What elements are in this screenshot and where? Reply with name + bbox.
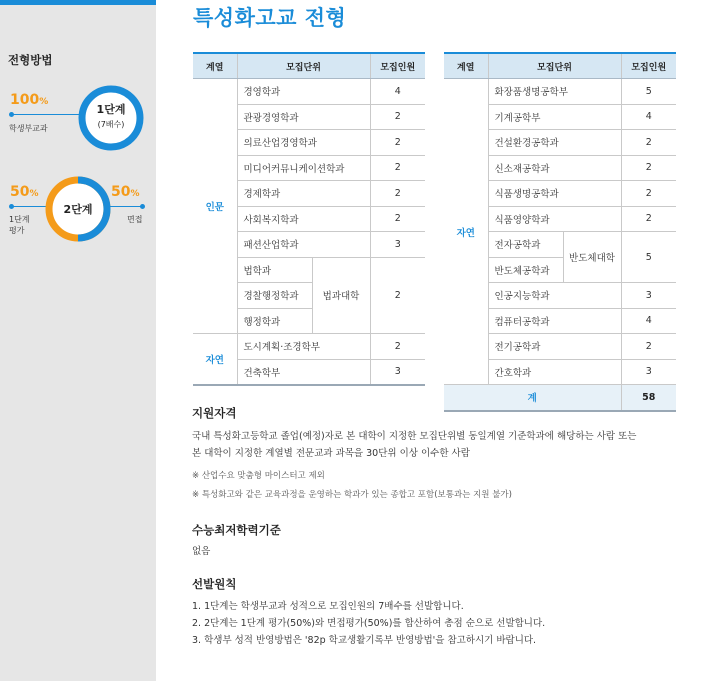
unit-cell: 기계공학부 bbox=[488, 104, 621, 130]
total-label: 계 bbox=[444, 385, 621, 411]
count-cell: 3 bbox=[621, 359, 676, 385]
unit-cell: 인공지능학과 bbox=[488, 283, 621, 309]
count-cell: 5 bbox=[621, 232, 676, 283]
group-law-college: 법과대학 bbox=[312, 257, 370, 334]
count-cell: 2 bbox=[370, 181, 425, 207]
unit-cell: 반도체공학과 bbox=[488, 257, 563, 283]
count-cell: 3 bbox=[621, 283, 676, 309]
header-count: 모집인원 bbox=[621, 53, 676, 79]
count-cell: 2 bbox=[370, 334, 425, 360]
stage1-percent: 100% bbox=[10, 92, 49, 108]
eligibility-note-1: ※ 산업수요 맞춤형 마이스터고 제외 bbox=[192, 471, 325, 481]
stage2-right-connector bbox=[110, 206, 142, 207]
stage1-connector bbox=[11, 114, 81, 115]
unit-cell: 경제학과 bbox=[237, 181, 370, 207]
selection-item: 2. 2단계는 1단계 평가(50%)와 면접평가(50%)를 합산하여 총점 순으로 선발합니다. bbox=[192, 618, 546, 629]
unit-cell: 전자공학과 bbox=[488, 232, 563, 258]
table-row bbox=[444, 79, 676, 105]
selection-list bbox=[192, 598, 687, 649]
stage2-right-dot bbox=[140, 204, 145, 209]
left-recruitment-table bbox=[193, 52, 425, 386]
unit-cell: 미디어커뮤니케이션학과 bbox=[237, 155, 370, 181]
count-cell: 2 bbox=[621, 181, 676, 207]
group-semiconductor-college: 반도체대학 bbox=[563, 232, 621, 283]
header-unit: 모집단위 bbox=[488, 53, 621, 79]
count-cell: 2 bbox=[621, 155, 676, 181]
selection-item: 1. 1단계는 학생부교과 성적으로 모집인원의 7배수를 선발합니다. bbox=[192, 601, 464, 612]
unit-cell: 도시계획·조경학부 bbox=[237, 334, 370, 360]
stage1-dot bbox=[9, 112, 14, 117]
unit-cell: 신소재공학과 bbox=[488, 155, 621, 181]
count-cell: 3 bbox=[370, 232, 425, 258]
selection-method-heading: 전형방법 bbox=[8, 53, 53, 67]
count-cell: 5 bbox=[621, 79, 676, 105]
total-row bbox=[444, 385, 676, 411]
total-value: 58 bbox=[621, 385, 676, 411]
header-category: 계열 bbox=[444, 53, 488, 79]
header-category: 계열 bbox=[193, 53, 237, 79]
header-unit: 모집단위 bbox=[237, 53, 370, 79]
unit-cell: 건설환경공학과 bbox=[488, 130, 621, 156]
min-standard-value: 없음 bbox=[192, 546, 211, 557]
count-cell: 3 bbox=[370, 359, 425, 385]
table-row bbox=[193, 334, 425, 360]
unit-cell: 건축학부 bbox=[237, 359, 370, 385]
unit-cell: 식품영양학과 bbox=[488, 206, 621, 232]
unit-cell: 간호학과 bbox=[488, 359, 621, 385]
unit-cell: 경영학과 bbox=[237, 79, 370, 105]
stage1-ring-sub: (7배수) bbox=[97, 120, 125, 129]
category-natural: 자연 bbox=[444, 79, 488, 385]
count-cell: 4 bbox=[621, 308, 676, 334]
count-cell: 2 bbox=[621, 130, 676, 156]
selection-item: 3. 학생부 성적 반영방법은 '82p 학교생활기록부 반영방법'을 참고하시기 바랍니다. bbox=[192, 635, 537, 646]
count-cell: 2 bbox=[621, 334, 676, 360]
unit-cell: 패션산업학과 bbox=[237, 232, 370, 258]
count-cell: 2 bbox=[370, 206, 425, 232]
category-natural: 자연 bbox=[193, 334, 237, 386]
count-cell: 4 bbox=[621, 104, 676, 130]
count-cell: 2 bbox=[621, 206, 676, 232]
table-header-row bbox=[193, 53, 425, 79]
unit-cell: 의료산업경영학과 bbox=[237, 130, 370, 156]
count-cell: 2 bbox=[370, 104, 425, 130]
count-cell: 4 bbox=[370, 79, 425, 105]
stage2-left-percent: 50% bbox=[10, 184, 39, 200]
unit-cell: 행정학과 bbox=[237, 308, 312, 334]
selection-heading: 선발원칙 bbox=[192, 577, 237, 591]
table-row bbox=[193, 79, 425, 105]
right-recruitment-table bbox=[444, 52, 676, 412]
sidebar-accent-bar bbox=[0, 0, 156, 5]
count-cell: 2 bbox=[370, 257, 425, 334]
unit-cell: 관광경영학과 bbox=[237, 104, 370, 130]
unit-cell: 사회복지학과 bbox=[237, 206, 370, 232]
stage2-right-percent: 50% bbox=[111, 184, 140, 200]
stage1-ring-title: 1단계 bbox=[96, 103, 126, 116]
unit-cell: 식품생명공학과 bbox=[488, 181, 621, 207]
table-header-row bbox=[444, 53, 676, 79]
page-title: 특성화고교 전형 bbox=[193, 6, 347, 30]
unit-cell: 화장품생명공학부 bbox=[488, 79, 621, 105]
header-count: 모집인원 bbox=[370, 53, 425, 79]
stage2-left-label: 1단계 평가 bbox=[9, 215, 30, 235]
unit-cell: 경찰행정학과 bbox=[237, 283, 312, 309]
stage2-left-dot bbox=[9, 204, 14, 209]
eligibility-note-2: ※ 특성화고와 같은 교육과정을 운영하는 학과가 있는 종합고 포함(보통과는 지원 불가) bbox=[192, 490, 512, 500]
unit-cell: 법학과 bbox=[237, 257, 312, 283]
eligibility-text bbox=[192, 428, 687, 462]
unit-cell: 컴퓨터공학과 bbox=[488, 308, 621, 334]
eligibility-line-2: 본 대학이 지정한 계열별 전문교과 과목을 30단위 이상 이수한 사람 bbox=[192, 448, 470, 459]
stage2-right-label: 면접 bbox=[127, 215, 143, 224]
unit-cell: 전기공학과 bbox=[488, 334, 621, 360]
count-cell: 2 bbox=[370, 155, 425, 181]
min-standard-heading: 수능최저학력기준 bbox=[192, 523, 281, 537]
stage1-ring-text bbox=[76, 101, 146, 130]
stage2-ring-title: 2단계 bbox=[63, 203, 93, 216]
category-humanities: 인문 bbox=[193, 79, 237, 334]
stage1-label: 학생부교과 bbox=[9, 124, 48, 133]
eligibility-heading: 지원자격 bbox=[192, 406, 237, 420]
count-cell: 2 bbox=[370, 130, 425, 156]
stage2-left-connector bbox=[11, 206, 47, 207]
eligibility-line-1: 국내 특성화고등학교 졸업(예정)자로 본 대학이 지정한 모집단위별 동일계열 기준학과에 해당하는 사람 또는 bbox=[192, 431, 637, 442]
